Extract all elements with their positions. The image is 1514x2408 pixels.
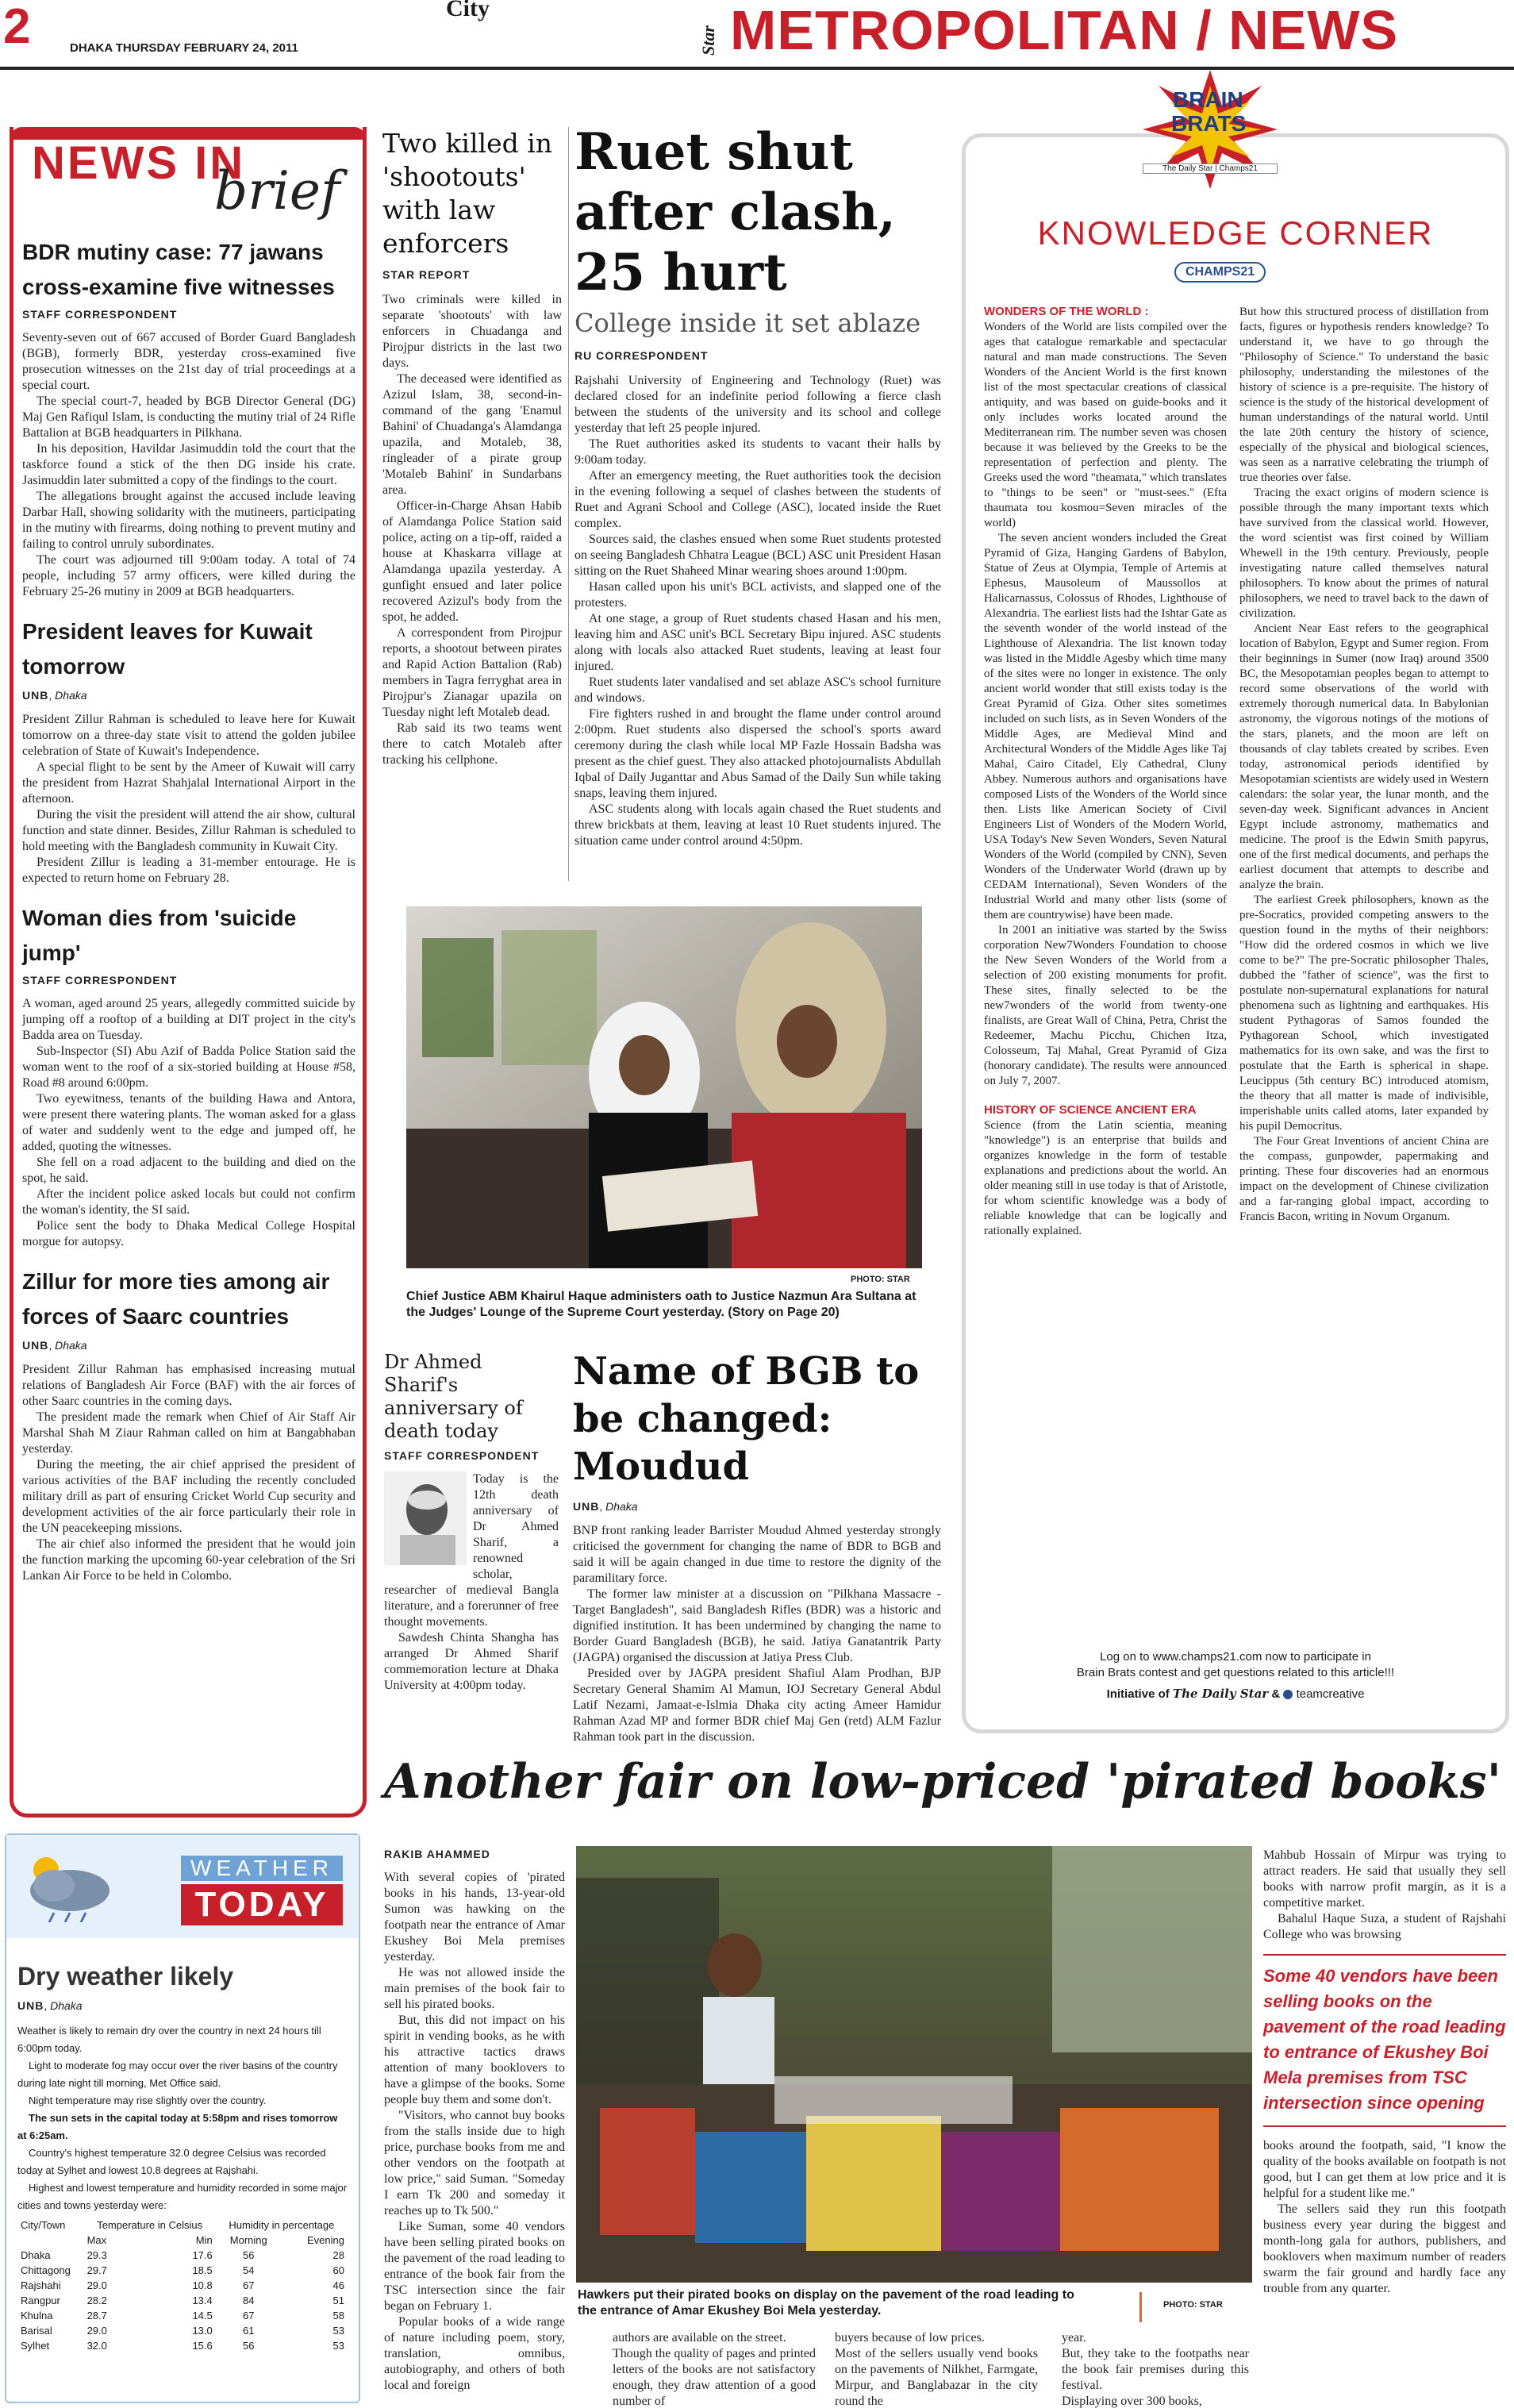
weather-line: Light to moderate fog may occur over the river basins of the country during late night till morning, Met Office said.	[17, 2060, 338, 2089]
champs-logo: CHAMPS21	[1174, 262, 1266, 283]
morning-cell: 84	[243, 2295, 255, 2306]
ruet-article	[574, 122, 941, 849]
pull-quote: Some 40 vendors have been selling books on the pavement of the road leading to entrance of Ekushey Boi Mela premises from TSC intersection since opening	[1263, 1966, 1506, 2113]
paragraph: The allegations brought against the accused include leaving Darbar Hall, showing solidarity with the mutineers, participating in the mutiny with firearms, doing nothing to prevent mutiny and failing to control unruly subordinates.	[22, 490, 355, 551]
section-title: METROPOLITAN / NEWS	[730, 0, 1399, 61]
dateline: DHAKA THURSDAY FEBRUARY 24, 2011	[70, 41, 298, 55]
evening-cell: 60	[332, 2264, 344, 2276]
knowledge-footer	[962, 1649, 1509, 1702]
min-cell: 17.6	[192, 2249, 213, 2261]
city-cell: Khulna	[21, 2310, 53, 2321]
teamcreative-icon	[1283, 1690, 1293, 1699]
paragraph: The seven ancient wonders included the Great Pyramid of Giza, Hanging Gardens of Babylon, Statue of Zeus at Olympia, Temple of Artemis at Ephesus, Mausoleum of Maussollos at Halicarnassus, Colossus of Rhodes, Lighthouse of Alexandria. The earliest lists had the Ishtar Gate as the seventh wonder of the world instead of the Lighthouse of Alexandria. The list known today was listed in the Middle Agesby which time many of the sites were no longer in existence. The only ancient world wonder that still exists today is the Great Pyramid of Giza. Other sites sometimes included on such lists, as in Seven Wonders of the Middle Ages, are Medieval Mind and Architectural Wonders of the Middle Ages like Taj Mahal, Cairo Citadel, Ely Cathedral, Cluny Abbey. Numerous authors and organisations have composed Lists of the Wonders of the World since then. Lists like American Society of Civil Engineers List of Wonders of the Modern World, USA Today's New Seven Wonders, Seven Natural Wonders of the World (compiled by CNN), Seven Wonders of the Underwater World (drawn up by CEDAM International), Seven Wonders of the Industrial World and many other lists (some of them are countrywise) have been made.	[984, 532, 1227, 921]
paragraph: Mahbub Hossain of Mirpur was trying to attract readers. He said that usually they sell books with narrow profit margin, as it is a competitive market.	[1263, 1848, 1506, 1910]
footer-daily-star: The Daily Star	[1172, 1687, 1269, 1701]
judges-photo-image	[406, 906, 922, 1268]
masthead-rule	[0, 67, 1514, 70]
paragraph: Popular books of a wide range of nature including poem, story, translation, omnibus, autobiography, and others of both local and foreign	[384, 2315, 565, 2392]
caption-divider	[1139, 2292, 1142, 2322]
max-cell: 29.7	[86, 2264, 107, 2276]
paragraph: With several copies of 'pirated books in his hands, 13-year-old Sumon was hawking on the footpath near the entrance of Amar Ekushey Boi Mela premises yesterday.	[384, 1871, 565, 1964]
morning-cell: 67	[243, 2279, 255, 2291]
sharif-portrait	[384, 1471, 467, 1565]
table-subheader: Evening	[307, 2234, 344, 2246]
city-cell: Dhaka	[21, 2249, 51, 2261]
paragraph: The special court-7, headed by BGB Director General (DG) Maj Gen Rafiqul Islam, is conducting the mutiny trial of 24 Rifle Battalion at BGB headquarters in Pilkhana.	[22, 394, 355, 440]
article-title: Two killed in 'shootouts' with law enforcers	[382, 128, 553, 259]
paragraph: Ruet students later vandalised and set ablaze ASC's school furniture and windows.	[574, 675, 941, 705]
table-row	[17, 2248, 348, 2263]
paragraph: year. But, they take to the footpaths near the book fair premises during this festival. Displaying over 300 books,	[1062, 2331, 1249, 2408]
portrait-image	[384, 1471, 467, 1565]
article-byline: RU CORRESPONDENT	[574, 349, 709, 362]
footer-line1: Log on to www.champs21.com now to participate in	[1100, 1650, 1371, 1664]
weather-line: Night temperature may rise slightly over the country.	[29, 2094, 267, 2106]
weather-header	[6, 1835, 359, 1938]
paragraph: The president made the remark when Chief of Air Staff Air Marshal Shah M Ziaur Rahman called on him at Bangabhaban yesterday.	[22, 1410, 355, 1456]
paragraph: President Zillur Rahman has emphasised increasing mutual relations of Bangladesh Air Force (BAF) with the air forces of other Saarc countries in the coming days.	[22, 1363, 355, 1408]
paragraph: After the incident police asked locals but could not confirm the woman's identity, the SI said.	[22, 1187, 355, 1217]
table-subheader: Min	[195, 2234, 213, 2246]
evening-cell: 51	[332, 2295, 344, 2306]
brief-location: Dhaka	[55, 689, 87, 702]
paragraph: Wonders of the World are lists compiled over the ages that catalogue remarkable and spectacular natural and man made constructions. The Seven Wonders of the Ancient World is the first known list of the most spectacular creations of classical antiquity, and was based on guide-books and it only includes works located around the Mediterranean rim. The number seven was chosen because it was believed by the Greeks to be the representation of perfection and plenty. The Greeks used the word "theamata," which translates to "things to be seen" or "must-sees." (Efta thaumata tou kosmou=Seven miracles of the world)	[984, 321, 1227, 529]
morning-cell: 56	[243, 2249, 255, 2261]
weather-content: Dry weather likely UNB, Dhaka Weather is likely to remain dry over the country in next 24 hours till 6:00pm today. Light to moderate fog may occur over the river basins of the country during late night till morning, Met Office said. Night temperature may rise slightly over the country. The sun sets in the capital today at 5:58pm and rises tomorrow at 6:25am. Country's highest temperature 32.0 degree Celsius was recorded today at Sylhet and lowest 10.8 degrees at Rajshahi. Highest and lowest temperature and humidity recorded in some major cities and towns yesterday were: City/Town Temperature in Celsius Humidity in percentage Max Min Morning Evening Dhaka 29.3 17.6 56 28 Chittagong 29.7 18.5 54 60 Rajshahi 29.0 10.8 67 46 Rangpur 28.2 13.4 84 51 Khulna 28.7 14.5 67 58 Barisal 29.0 13.0 61 53 Sylhet 32.0 15.6 56 53	[17, 1962, 348, 2352]
max-cell: 29.3	[86, 2249, 107, 2261]
min-cell: 15.6	[192, 2340, 213, 2352]
pirated-col3	[835, 2330, 1038, 2408]
page-number: 2	[3, 0, 31, 54]
city-label: City	[446, 0, 490, 21]
weather-title: Dry weather likely	[17, 1962, 234, 1991]
weather-table	[17, 2218, 348, 2353]
article-location: Dhaka	[605, 1500, 638, 1513]
brief-byline: UNB	[22, 1339, 49, 1352]
evening-cell: 53	[332, 2325, 344, 2337]
paragraph: The court was adjourned till 9:00am today. A total of 74 people, including 57 army officers, were killed during the February 25-26 mutiny in 2009 at BGB headquarters.	[22, 553, 355, 598]
paragraph: Bahalul Haque Suza, a student of Rajshahi College who was browsing	[1263, 1912, 1506, 1941]
table-row	[17, 2308, 348, 2323]
paragraph: Two eyewitness, tenants of the building Hawa and Antora, were present there watering plants. The woman asked for a glass of water and suddenly went to the edge and jumped off, he added, quoting the witnesses.	[22, 1092, 355, 1153]
paragraph: books around the footpath, said, "I know the quality of the books available on footpath is not good, but I can get them at low price and it is helpful for a student like me."	[1263, 2139, 1506, 2200]
paragraph: "Visitors, who cannot buy books from the stalls inside due to high price, purchase books from me and other vendors on the footpath at low price," said Suman. "Someday I earn Tk 200 and someday it reaches up to Tk 500."	[384, 2109, 565, 2218]
pirated-right-col	[1263, 1848, 1506, 2297]
heading-news: NEWS IN	[32, 137, 246, 189]
knowledge-section2-head: HISTORY OF SCIENCE ANCIENT ERA	[984, 1103, 1197, 1117]
evening-cell: 46	[332, 2279, 344, 2291]
pull-quote-rule	[1263, 2125, 1506, 2127]
weather-byline: UNB	[17, 1999, 44, 2012]
bgb-article: Name of BGB to be changed: Moudud UNB, Dhaka BNP front ranking leader Barrister Moudud Ahmed yesterday strongly criticised the government for changing the name of BDR to BGB and said it will be again changed in due time to restore the dignity of the paramilitary force. The former law minister at a discussion on "Pilkhana Massacre - Target Bangladesh", said Bangladesh Rifles (BDR) was a historic and dignified institution. It has been undermined by changing the name to Border Guard Bangladesh (BGB), he said. Jatiya Ganatantrik Party (JAGPA) organised the discussion at Jatiya Press Club. Presided over by JAGPA president Shafiul Alam Prodhan, BJP Secretary General Shamim Al Mamun, IOJ Secretary General Abdul Latif Nezami, Jamaat-e-Islmia Dhaka city acting Ameer Hamidur Rahman Azad MP and former BDR chief Maj Gen (retd) ALM Fazlur Rahman took part in the discussion.	[573, 1349, 941, 1744]
paragraph: The earliest Greek philosophers, known as the pre-Socratics, provided competing answers to the question found in the myths of their neighbors: "How did the ordered cosmos in which we live come to be?" The pre-Socratic philosopher Thales, dubbed the "father of science", was the first to postulate non-supernatural explanations for natural phenomena such as lightning and earthquakes. His student Pythagoras of Samos founded the Pythagorean School, which investigated mathematics for its own sake, and was the first to postulate that the Earth is spherical in shape. Leucippus (5th century BC) introduced atomism, the theory that all matter is made of indivisible, imperishable units called atoms, later expanded by his pupil Democritus.	[1239, 894, 1489, 1133]
table-row	[17, 2293, 348, 2308]
photo-credit: PHOTO: STAR	[851, 1275, 910, 1284]
paragraph: In 2001 an initiative was started by the Swiss corporation New7Wonders Foundation to choose the New Seven Wonders of the World from a selection of 200 existing monuments for profit. These sites, finally selected to be the new7wonders of the world from twenty-one finalists, are Great Wall of China, Petra, Christ the Redeemer, Machu Picchu, Chichen Itza, Colosseum, Taj Mahal, Great Pyramid of Giza (honorary candidate). The results were announced on July 7, 2007.	[984, 924, 1227, 1087]
article-byline: STAFF CORRESPONDENT	[384, 1449, 540, 1462]
max-cell: 32.0	[86, 2340, 107, 2352]
table-header: Temperature in Celsius	[97, 2219, 203, 2231]
morning-cell: 54	[243, 2264, 255, 2276]
table-row	[17, 2278, 348, 2293]
morning-cell: 61	[243, 2325, 255, 2337]
paragraph: During the visit the president will attend the air show, cultural function and state dinner. Besides, Zillur Rahman is scheduled to hold meeting with the Bangladesh community in Kuwait City.	[22, 808, 355, 853]
table-subheader	[17, 2233, 84, 2248]
paragraph: The Four Great Inventions of ancient China are the compass, gunpowder, papermaking and printing. These four discoveries had an enormous impact on the development of Chinese civilization and a far-ranging global impact, according to Francis Bacon, writing in Novum Organum.	[1239, 1135, 1489, 1223]
table-header: City/Town	[21, 2219, 66, 2231]
paragraph: After an emergency meeting, the Ruet authorities took the decision in the evening following a sequel of clashes between the students of Ruet and Agrani School and College (ASC), located inside the Ruet complex.	[574, 469, 941, 530]
knowledge-section1-head: WONDERS OF THE WORLD :	[984, 305, 1149, 318]
paragraph: She fell on a road adjacent to the building and died on the spot, he said.	[22, 1156, 355, 1185]
brief-item-bdr	[22, 235, 355, 600]
max-cell: 28.7	[86, 2310, 107, 2321]
paragraph: The former law minister at a discussion on "Pilkhana Massacre - Target Bangladesh", said Bangladesh Rifles (BDR) was a historic and dignified institution. It has been undermined by changing the name to Border Guard Bangladesh (BGB), he said. Jatiya Ganatantrik Party (JAGPA) organised the discussion at Jatiya Press Club.	[573, 1587, 941, 1664]
brief-title: Zillur for more ties among air forces of Saarc countries	[22, 1269, 330, 1329]
footer-teamcreative: teamcreative	[1296, 1687, 1365, 1701]
books-photo-image	[576, 1846, 1252, 2283]
weather-logo-bottom: TODAY	[181, 1884, 343, 1925]
paragraph: But, this did not impact on his spirit in vending books, as he with his attractive tactics draws attention of many booklovers to have a glimpse of the books. Some people buy them and some don't.	[384, 2014, 565, 2106]
article-title: Name of BGB to be changed: Moudud	[573, 1349, 920, 1489]
weather-logo-top: WEATHER	[181, 1856, 343, 1881]
paragraph: ASC students along with locals again chased the Ruet students and threw brickbats at them, leaving at least 10 Ruet students injured. The situation came under control around 4:50pm.	[574, 802, 941, 848]
paragraph: He was not allowed inside the main premises of the book fair to sell his pirated books.	[384, 1966, 565, 2011]
brief-title: Woman dies from 'suicide jump'	[22, 906, 297, 965]
min-cell: 13.0	[192, 2325, 213, 2337]
min-cell: 18.5	[192, 2264, 213, 2276]
paragraph: A woman, aged around 25 years, allegedly committed suicide by jumping off a rooftop of a building at DIT project in the city's Badda area on Tuesday.	[22, 997, 355, 1042]
table-header: Humidity in percentage	[229, 2219, 335, 2231]
city-cell: Chittagong	[21, 2264, 71, 2276]
paragraph: BNP front ranking leader Barrister Moudud Ahmed yesterday strongly criticised the government for changing the name of BDR to BGB and said it will be again changed in due time to restore the dignity of the paramilitary force.	[573, 1524, 941, 1585]
table-subheader: Morning	[229, 2234, 267, 2246]
paragraph: The air chief also informed the president that he would join the function marking the upcoming 60-year celebration of the Sri Lankan Air Force to be held in Colombo.	[22, 1537, 355, 1583]
paragraph: Rajshahi University of Engineering and Technology (Ruet) was declared closed for an indefinite period following a fierce clash between the students of the university and its school and college yesterday that left 25 people injured.	[574, 374, 941, 435]
paragraph: Sub-Inspector (SI) Abu Azif of Badda Police Station said the woman went to the roof of a six-storied building at House #58, Road #8 around 6:00pm.	[22, 1044, 355, 1090]
paragraph: Science (from the Latin scientia, meaning "knowledge") is an enterprise that builds and organizes knowledge in the form of testable explanations and predictions about the world. An older meaning still in use today is that of Aristotle, for whom scientific knowledge was a body of reliable knowledge that can be logically and rationally explained.	[984, 1119, 1227, 1237]
brief-byline: STAFF CORRESPONDENT	[22, 974, 178, 987]
books-photo-credit: PHOTO: STAR	[1163, 2300, 1223, 2310]
brief-byline: UNB	[22, 689, 49, 702]
min-cell: 14.5	[192, 2310, 213, 2321]
paragraph: Sources said, the clashes ensued when some Ruet students protested on seeing Bangladesh Chhatra League (BCL) ASC unit President Hasan sitting on the Ruet Shaheed Minar wearing shoes around 1:00pm.	[574, 533, 941, 578]
footer-and: &	[1271, 1687, 1281, 1701]
weather-line: Highest and lowest temperature and humidity recorded in some major cities and towns yesterday were:	[17, 2182, 348, 2211]
city-cell: Rangpur	[21, 2295, 60, 2306]
morning-cell: 56	[243, 2340, 255, 2352]
footer-line2: Brain Brats contest and get questions related to this article!!!	[1076, 1666, 1395, 1679]
column-rule	[568, 127, 569, 881]
evening-cell: 53	[332, 2340, 344, 2352]
knowledge-col2	[1239, 305, 1489, 1225]
paragraph: In his deposition, Havildar Jasimuddin told the court that the taskforce found a stick of the then DG inside his crate. Jasimuddin later submitted a copy of the findings to the court.	[22, 442, 355, 487]
brief-location: Dhaka	[55, 1339, 87, 1352]
article-byline: RAKIB AHAMMED	[384, 1848, 490, 1860]
paragraph: authors are available on the street. Though the quality of pages and printed letters of the books are not satisfactory enough, they draw attention of a good number of	[613, 2331, 816, 2408]
paragraph: Police sent the body to Dhaka Medical College Hospital morgue for autopsy.	[22, 1219, 355, 1248]
max-cell: 29.0	[86, 2279, 107, 2291]
paragraph: But how this structured process of distillation from facts, figures or hypothesis renders knowledge? To understand it, we have to go through the "Philosophy of Science." To understand the basic philosophy, understanding the milestones of the history of science is a pre-requisite. The history of science is the study of the historical development of human understandings of the natural world. Until the late 20th century the history of science, especially of the physical and biological sciences, was seen as a narrative celebrating the triumph of true theories over false.	[1239, 306, 1489, 484]
brain-brats-logo	[1143, 70, 1278, 189]
article-title: Dr Ahmed Sharif's anniversary of death today	[384, 1351, 523, 1442]
table-row	[17, 2338, 348, 2353]
brief-title: BDR mutiny case: 77 jawans cross-examine five witnesses	[22, 240, 335, 299]
pull-quote-rule	[1263, 1954, 1506, 1956]
paragraph: Tracing the exact origins of modern science is possible through the many important texts which have survived from the classical world. However, the word scientist was first coined by William Whewell in the 19th century. Previously, people investigating nature called themselves natural philosophers. To know about the primes of natural philosophers, we need to travel back to the dawn of civilization.	[1239, 487, 1489, 620]
pirated-col1	[384, 1848, 565, 2394]
weather-line: Weather is likely to remain dry over the country in next 24 hours till 6:00pm today.	[17, 2025, 321, 2054]
paragraph: Like Suman, some 40 vendors have been selling pirated books on the pavement of the road leading to entrance of the book fair from the TSC intersection since the fair began on February 1.	[384, 2220, 565, 2313]
pirated-col2	[613, 2330, 816, 2408]
paragraph: The deceased were identified as Azizul Islam, 38, second-in-command of the gang 'Enamul Bahini' of Chuadanga's Alamdanga upazila, and Motaleb, 38, ringleader of a pirate group 'Motaleb Bahini' in Sundarbans area.	[382, 372, 562, 497]
paragraph: Sawdesh Chinta Shangha has arranged Dr Ahmed Sharif commemoration lecture at Dhaka University at 4:00pm today.	[384, 1631, 559, 1692]
paragraph: President Zillur is leading a 31-member entourage. He is expected to return home on February 28.	[22, 856, 355, 885]
paragraph: At one stage, a group of Ruet students chased Hasan and his men, leaving him and ASC unit's BCL Secretary Bipu injured. ASC students along with locals also attacked Ruet students, leaving at least four injured.	[574, 612, 941, 673]
brief-item-woman	[22, 901, 355, 1250]
paragraph: Fire fighters rushed in and brought the flame under control around 2:00pm. Ruet students also dispersed the school's sports award ceremony during the clash while local MP Fazle Hossain Badsha was present as the chief guest. They also attacked photojournalists Abdullah Iqbal of Daily Juganttar and Abus Samad of the Daily Sun while taking snaps, leaving them injured.	[574, 707, 941, 800]
article-byline: STAR REPORT	[382, 268, 471, 281]
paragraph: The Ruet authorities asked its students to vacant their halls by 9:00am today.	[574, 437, 941, 467]
shootouts-article	[382, 127, 562, 768]
paragraph: During the meeting, the air chief apprised the president of various activities of the BAF including the recently concluded military drill as part of ensuring Cricket World Cup security and development activities of the air force particularly their role in the UN peacekeeping missions.	[22, 1458, 355, 1535]
news-in-brief-heading	[32, 137, 357, 232]
evening-cell: 58	[332, 2310, 344, 2321]
weather-line: Country's highest temperature 32.0 degree Celsius was recorded today at Sylhet and lowest 10.8 degrees at Rajshahi.	[17, 2147, 326, 2176]
table-row	[17, 2263, 348, 2278]
table-subheader: Max	[86, 2234, 107, 2246]
photo-caption: Chief Justice ABM Khairul Haque administers oath to Justice Nazmun Ara Sultana at the Judges' Lounge of the Supreme Court yesterday. (Story on Page 20)	[406, 1290, 916, 1319]
article-subtitle: College inside it set ablaze	[574, 308, 921, 338]
article-title: Ruet shut after clash, 25 hurt	[574, 122, 896, 302]
paragraph: The sellers said they run this footpath business every year during the biggest and month-long gala for authors, publishers, and booklovers when maximum number of readers swarm the fair ground and hardly face any trouble from any quarter.	[1263, 2202, 1506, 2295]
brief-title: President leaves for Kuwait tomorrow	[22, 619, 313, 679]
brain-logo-sub: The Daily Star | Champs21	[1143, 163, 1278, 174]
city-cell: Rajshahi	[21, 2279, 61, 2291]
paragraph: A correspondent from Pirojpur reports, a shootout between pirates and Rapid Action Battalion (Rab) members in Tagra ferryghat area in Pirojpur's Zianagar upazila on Tuesday night left Motaleb dead.	[382, 626, 562, 719]
max-cell: 29.0	[86, 2325, 107, 2337]
paragraph: Ancient Near East refers to the geographical location of Babylon, Egypt and Sumer region. From their beginnings in Sumer (now Iraq) around 3500 BC, the Mesopotamian peoples began to attempt to record some observations of the world with extremely thorough numerical data. In Babylonian astronomy, the vigorous notings of the motions of the stars, planets, and the moon are left on thousands of clay tablets created by scribes. Even today, astronomical periods identified by Mesopotamian scientists are widely used in Western calendars: the solar year, the lunar month, and the seven-day week. Significant advances in Ancient Egypt include astronomy, mathematics and medicine. The proof is the Edwin Smith papyrus, one of the first medical documents, and perhaps the earliest document that attempts to describe and analyze the brain.	[1239, 622, 1489, 891]
brief-item-saarc: Zillur for more ties among air forces of Saarc countries UNB, Dhaka President Zillur Rahman has emphasised increasing mutual relations of Bangladesh Air Force (BAF) with the air forces of other Saarc countries in the coming days. The president made the remark when Chief of Air Staff Air Marshal Shah M Ziaur Rahman called on him at Bangabhaban yesterday. During the meeting, the air chief apprised the president of various activities of the BAF including the recently concluded military drill as part of ensuring Cricket World Cup security and development activities of the air force particularly their role in the UN peacekeeping missions. The air chief also informed the president that he would join the function marking the upcoming 60-year celebration of the Sri Lankan Air Force to be held in Colombo.	[22, 1264, 355, 1584]
paragraph: President Zillur Rahman is scheduled to leave here for Kuwait tomorrow on a three-day state visit to attend the golden jubilee celebration of State of Kuwait's Independence.	[22, 713, 355, 758]
paragraph: Presided over by JAGPA president Shafiul Alam Prodhan, BJP Secretary General Shamim Al Mamun, IOJ Secretary General Abdul Latif Nezami, Jamaat-e-Islmia Dhaka city acting Ameer Hamidur Rahman Azad MP and former BDR chief Maj Gen (retd) ALM Fazlur Rahman took part in the discussion.	[573, 1667, 941, 1744]
knowledge-col1	[984, 305, 1227, 1239]
article-byline: UNB	[573, 1500, 600, 1513]
min-cell: 10.8	[192, 2279, 213, 2291]
max-cell: 28.2	[86, 2295, 107, 2306]
table-row	[17, 2323, 348, 2338]
star-logo: Star	[698, 25, 718, 56]
weather-cloud-icon	[22, 1851, 117, 1922]
min-cell: 13.4	[192, 2295, 213, 2306]
city-cell: Sylhet	[21, 2340, 50, 2352]
books-photo-caption: Hawkers put their pirated books on display on the pavement of the road leading to the entrance of Amar Ekushey Boi Mela yesterday.	[578, 2288, 1074, 2318]
paragraph: Today is the 12th death anniversary of Dr Ahmed Sharif, a renowned scholar, researcher of medieval Bangla literature, and a forerunner of free thought movements.	[384, 1472, 559, 1629]
brief-column	[22, 235, 355, 1584]
knowledge-title: KNOWLEDGE CORNER	[1037, 214, 1434, 252]
city-cell: Barisal	[21, 2325, 52, 2337]
morning-cell: 67	[243, 2310, 255, 2321]
paragraph: A special flight to be sent by the Ameer of Kuwait will carry the president from Hazrat Shahjalal International Airport in the afternoon.	[22, 760, 355, 806]
sharif-article	[384, 1351, 559, 1694]
paragraph: Seventy-seven out of 667 accused of Border Guard Bangladesh (BGB), formerly BDR, yesterday cross-examined five prosecution witnesses on the 21st day of trial proceedings at a special court.	[22, 331, 355, 392]
books-photo	[576, 1846, 1252, 2283]
masthead	[0, 0, 1514, 68]
judges-photo	[406, 906, 922, 1268]
heading-brief: brief	[214, 160, 340, 221]
brief-item-kuwait: President leaves for Kuwait tomorrow UNB, Dhaka President Zillur Rahman is scheduled to leave here for Kuwait tomorrow on a three-day state visit to attend the golden jubilee celebration of State of Kuwait's Independence. A special flight to be sent by the Ameer of Kuwait will carry the president from Hazrat Shahjalal International Airport in the afternoon. During the visit the president will attend the air show, cultural function and state dinner. Besides, Zillur Rahman is scheduled to hold meeting with the Bangladesh community in Kuwait City. President Zillur is leading a 31-member entourage. He is expected to return home on February 28.	[22, 614, 355, 887]
paragraph: Two criminals were killed in separate 'shootouts' with law enforcers in Chuadanga and Pirojpur districts in the last two days.	[382, 293, 562, 370]
pirated-col4	[1062, 2330, 1249, 2408]
brief-byline: STAFF CORRESPONDENT	[22, 308, 178, 321]
evening-cell: 28	[332, 2249, 344, 2261]
paragraph: buyers because of low prices. Most of the sellers usually vend books on the pavements of Nilkhet, Farmgate, Mirpur, and Banglabazar in the city round the	[835, 2331, 1038, 2408]
paragraph: Hasan called upon his unit's BCL activists, and slapped one of the protesters.	[574, 580, 941, 610]
brain-logo-line1: BRAIN	[1173, 87, 1243, 112]
footer-initiative: Initiative of	[1106, 1687, 1170, 1701]
paragraph: Rab said its two teams went there to catch Motaleb after tracking his cellphone.	[382, 721, 562, 767]
weather-location: Dhaka	[50, 1999, 83, 2012]
weather-sun-line: The sun sets in the capital today at 5:58pm and rises tomorrow at 6:25am.	[17, 2112, 338, 2141]
pirated-headline: Another fair on low-priced 'pirated books'	[384, 1754, 1502, 1810]
brain-logo-line2: BRATS	[1171, 111, 1247, 136]
paragraph: Officer-in-Charge Ahsan Habib of Alamdanga Police Station said police, acting on a tip-off, raided a house at Khaskarra village at Alamdanga upazila yesterday. A gunfight ensued and later police recovered Azizul's body from the spot, he added.	[382, 499, 562, 624]
